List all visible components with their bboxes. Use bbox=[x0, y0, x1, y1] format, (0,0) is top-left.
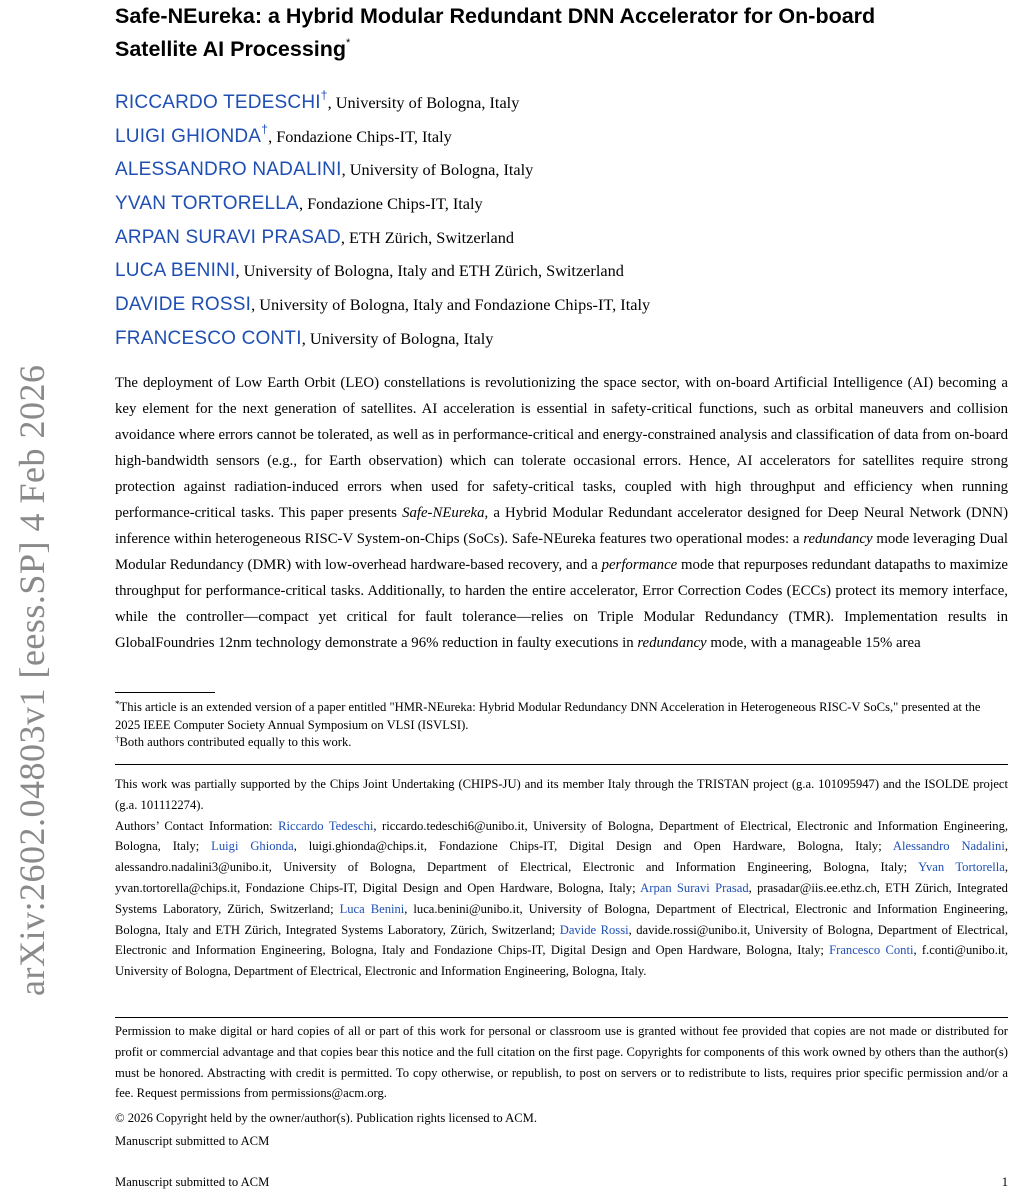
footer-manuscript-note: Manuscript submitted to ACM bbox=[115, 1175, 270, 1189]
author-name-link[interactable]: YVAN TORTORELLA bbox=[115, 193, 299, 215]
footnote-equal-contribution: †Both authors contributed equally to this work. bbox=[115, 734, 352, 749]
abstract: The deployment of Low Earth Orbit (LEO) constellations is revolutionizing the space sector, with on-board Artificial Intelligence (AI) becoming a key element for the next generation of satellites. AI acceleration is essential in safety-critical functions, such as orbital maneuvers and collision avoidance where errors cannot be tolerated, as well as in performance-critical and energy-constrained analysis and classification of data from on-board high-bandwidth sensors (e.g., for Earth observation) which can tolerate occasional errors. Hence, AI accelerators for satellites require strong protection against radiation-induced errors when used for safety-critical tasks, coupled with high throughput and efficiency when running performance-critical tasks. This paper presents Safe-NEureka, a Hybrid Modular Redundant accelerator designed for Deep Neural Network (DNN) inference within heterogeneous RISC-V System-on-Chips (SoCs). Safe-NEureka features two operational modes: a redundancy mode leveraging Dual Modular Redundancy (DMR) with low-overhead hardware-based recovery, and a performance mode that repurposes redundant datapaths to maximize throughput for performance-critical tasks. Additionally, to harden the entire accelerator, Error Correction Codes (ECCs) protect its memory interface, while the controller—compact yet critical for fault tolerance—relies on Triple Modular Redundancy (TMR). Implementation results in GlobalFoundries 12nm technology demonstrate a 96% reduction in faulty executions in redundancy mode, with a manageable 15% area bbox=[115, 375, 1009, 651]
contact-link[interactable]: Francesco Conti bbox=[829, 943, 914, 958]
copyright-notice: © 2026 Copyright held by the owner/author(s). Publication rights licensed to ACM. bbox=[115, 1111, 537, 1126]
author-name-link[interactable]: FRANCESCO CONTI bbox=[115, 327, 302, 349]
title-line-2 bbox=[115, 33, 995, 66]
author-line bbox=[115, 189, 995, 223]
author-name-link[interactable]: RICCARDO TEDESCHI† bbox=[115, 88, 328, 113]
author-line bbox=[115, 88, 995, 122]
author-affiliation: , Fondazione Chips-IT, Italy bbox=[268, 126, 452, 146]
permission-statement: Permission to make digital or hard copies of all or part of this work for personal or classroom use is granted without fee provided that copies are not made or distributed for profit or commercial advantage and that copies bear this notice and the full citation on the first page. Copyrights for components of this work owned by others than the author(s) must be honored. Abstracting with credit is permitted. To copy otherwise, or republish, to post on servers or to redistribute to lists, requires prior specific permission and/or a fee. Request permissions from permissions@acm.org. bbox=[115, 1024, 1008, 1101]
footnote-extended-version: *This article is an extended version of a paper entitled "HMR-NEureka: Hybrid Modular Redundancy DNN Acceleration in Heterogeneous RISC-V SoCs," presented at the 2025 IEEE Computer Society Annual Symposium on VLSI (ISVLSI). bbox=[115, 699, 981, 732]
author-affiliation: , University of Bologna, Italy bbox=[341, 160, 534, 180]
funding-and-contact bbox=[115, 774, 1008, 982]
author-line bbox=[115, 290, 995, 324]
contact-link[interactable]: Yvan Tortorella bbox=[918, 860, 1005, 875]
author-name-link[interactable]: DAVIDE ROSSI bbox=[115, 294, 252, 316]
paper-title bbox=[115, 0, 995, 66]
contact-link[interactable]: Riccardo Tedeschi bbox=[278, 818, 374, 833]
author-line bbox=[115, 324, 995, 358]
contact-link[interactable]: Luigi Ghionda bbox=[211, 839, 294, 854]
footnotes bbox=[115, 699, 1008, 752]
author-affiliation: , University of Bologna, Italy bbox=[327, 93, 520, 112]
author-name-link[interactable]: ALESSANDRO NADALINI bbox=[115, 159, 342, 181]
author-affiliation: , University of Bologna, Italy and ETH Zürich, Switzerland bbox=[235, 261, 624, 281]
funding-divider bbox=[115, 764, 1008, 765]
title-line-1: Safe-NEureka: a Hybrid Modular Redundant DNN Accelerator for On-board bbox=[115, 4, 876, 28]
author-affiliation: , University of Bologna, Italy and Fondazione Chips-IT, Italy bbox=[251, 295, 651, 315]
contact-link[interactable]: Luca Benini bbox=[339, 901, 405, 916]
permission-block bbox=[115, 1021, 1008, 1152]
contact-information: Authors’ Contact Information: Riccardo Tedeschi, riccardo.tedeschi6@unibo.it, University of Bologna, Department of Electrical, Electronic and Information Engineering, Bologna, Italy; Luigi Ghionda, luigi.ghionda@chips.it, Fondazione Chips-IT, Digital Design and Open Hardware, Bologna, Italy; Alessandro Nadalini, alessandro.nadalini3@unibo.it, University of Bologna, Department of Electrical, Electronic and Information Engineering, Bologna, Italy; Yvan Tortorella, yvan.tortorella@chips.it, Fondazione Chips-IT, Digital Design and Open Hardware, Bologna, Italy; Arpan Suravi Prasad, prasadar@iis.ee.ethz.ch, ETH Zürich, Integrated Systems Laboratory, Zürich, Switzerland; Luca Benini, luca.benini@unibo.it, University of Bologna, Department of Electrical, Electronic and Information Engineering, Bologna, Italy and ETH Zürich, Integrated Systems Laboratory, Zürich, Switzerland; Davide Rossi, davide.rossi@unibo.it, University of Bologna, Department of Electrical, Electronic and Information Engineering, Bologna, Italy and Fondazione Chips-IT, Digital Design and Open Hardware, Bologna, Italy; Francesco Conti, f.conti@unibo.it, University of Bologna, Department of Electrical, Electronic and Information Engineering, Bologna, Italy. bbox=[115, 818, 1009, 979]
author-line bbox=[115, 122, 995, 156]
author-affiliation: , University of Bologna, Italy bbox=[301, 328, 494, 348]
author-name-link[interactable]: LUCA BENINI bbox=[115, 260, 236, 282]
contact-link[interactable]: Davide Rossi bbox=[559, 922, 629, 937]
permission-divider bbox=[115, 1017, 1008, 1018]
page-footer bbox=[115, 1174, 1008, 1190]
title-footnote-mark: * bbox=[346, 37, 351, 49]
contact-link[interactable]: Alessandro Nadalini bbox=[892, 839, 1005, 854]
author-line bbox=[115, 155, 995, 189]
funding-note: This work was partially supported by the Chips Joint Undertaking (CHIPS-JU) and its member Italy through the TRISTAN project (g.a. 101095947) and the ISOLDE project (g.a. 101112274). bbox=[115, 777, 1008, 812]
footnote-divider bbox=[115, 692, 215, 693]
author-affiliation: , ETH Zürich, Switzerland bbox=[340, 227, 515, 247]
contact-link[interactable]: Arpan Suravi Prasad bbox=[640, 880, 749, 895]
page-number: 1 bbox=[1001, 1175, 1008, 1189]
author-line bbox=[115, 256, 995, 290]
author-name-link[interactable]: ARPAN SURAVI PRASAD bbox=[115, 226, 341, 248]
arxiv-identifier-stamp: arXiv:2602.04803v1 [eess.SP] 4 Feb 2026 bbox=[12, 364, 52, 996]
author-affiliation: , Fondazione Chips-IT, Italy bbox=[298, 194, 483, 214]
author-name-link[interactable]: LUIGI GHIONDA† bbox=[115, 121, 269, 147]
author-line bbox=[115, 223, 995, 257]
manuscript-note: Manuscript submitted to ACM bbox=[115, 1133, 270, 1148]
title-line-2-text: Satellite AI Processing bbox=[115, 37, 347, 61]
author-list bbox=[115, 88, 995, 358]
